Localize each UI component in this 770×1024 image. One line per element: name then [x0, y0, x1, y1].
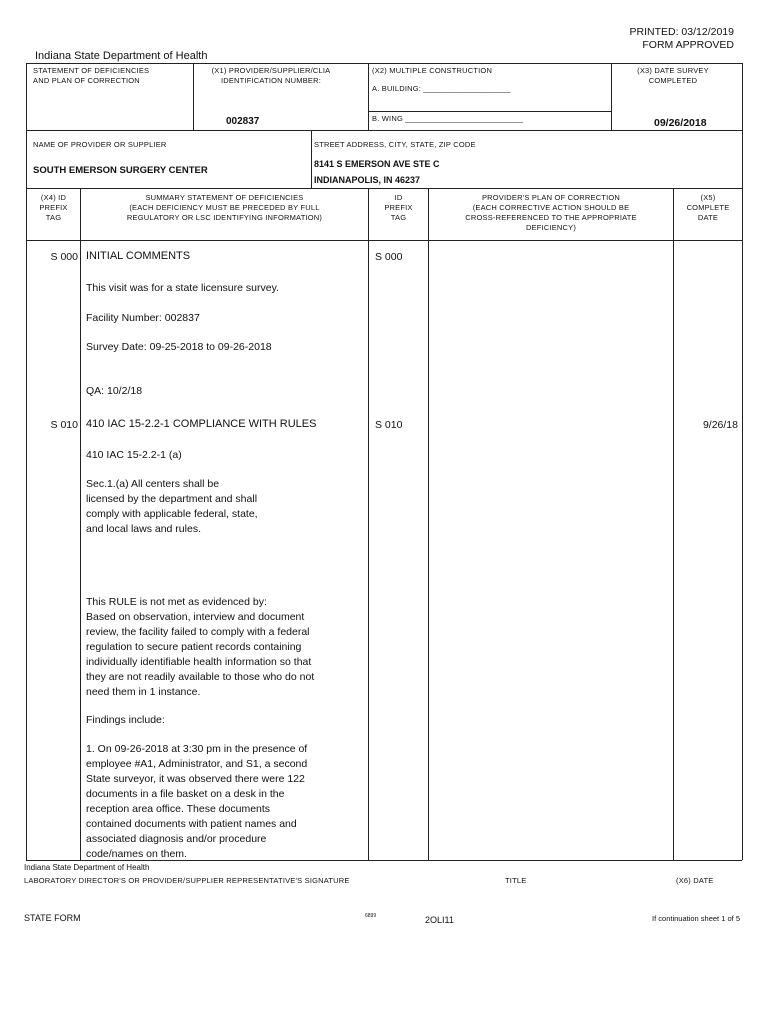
footer-agency: Indiana State Department of Health	[24, 863, 150, 872]
s010-complete-date: 9/26/18	[702, 419, 738, 431]
col-plan-header: PROVIDER'S PLAN OF CORRECTION (EACH CORRECTIVE ACTION SHOULD BE CROSS-REFERENCED TO THE APPROPRIATE DEFICIENCY)	[465, 193, 637, 232]
continuation-sheet: If continuation sheet 1 of 5	[652, 914, 740, 923]
wing-label: B. WING ___________________________	[372, 114, 524, 123]
title-label: TITLE	[505, 876, 527, 885]
survey-completed-date: 09/26/2018	[654, 117, 707, 129]
s010-text-2: Sec.1.(a) All centers shall be licensed by the department and shall comply with applicable federal, state, and local laws and rules.	[86, 478, 258, 535]
x3-label: (X3) DATE SURVEY COMPLETED	[637, 66, 709, 85]
provider-id: 002837	[226, 116, 260, 127]
printed-date: PRINTED: 03/12/2019	[629, 26, 734, 38]
s000-title: INITIAL COMMENTS	[86, 250, 191, 262]
x6-date-label: (X6) DATE	[676, 876, 714, 885]
col-id-header: ID PREFIX TAG	[384, 193, 413, 222]
provider-name: SOUTH EMERSON SURGERY CENTER	[33, 165, 208, 176]
col-x4-header: (X4) ID PREFIX TAG	[39, 193, 68, 222]
building-label: A. BUILDING: ____________________	[372, 84, 511, 93]
statement-label: STATEMENT OF DEFICIENCIES AND PLAN OF CORRECTION	[33, 66, 150, 85]
s000-text-4: QA: 10/2/18	[86, 385, 143, 397]
col-x5-header: (X5) COMPLETE DATE	[686, 193, 730, 222]
s010-text-4: Findings include:	[86, 714, 165, 726]
state-form-label: STATE FORM	[24, 913, 81, 923]
s010-text-1: 410 IAC 15-2.2-1 (a)	[86, 449, 182, 461]
address-line-1: 8141 S EMERSON AVE STE C	[314, 159, 440, 169]
event-id: 2OLI11	[425, 915, 454, 925]
form-code: 6899	[365, 913, 377, 919]
s000-id-tag: S 000	[375, 251, 403, 263]
s000-text-1: This visit was for a state licensure survey.	[86, 282, 279, 294]
col-summary-header: SUMMARY STATEMENT OF DEFICIENCIES (EACH DEFICIENCY MUST BE PRECEDED BY FULL REGULATORY OR LSC IDENTIFYING INFORMATION)	[126, 193, 323, 222]
x1-label: (X1) PROVIDER/SUPPLIER/CLIA IDENTIFICATION NUMBER:	[211, 66, 331, 85]
s000-text-2: Facility Number: 002837	[86, 312, 200, 324]
s010-text-3: This RULE is not met as evidenced by: Based on observation, interview and document review, the facility failed to comply with a federal regulation to secure patient records containing individually identifiable health information so that they are not readily available to those who do not need them in 1 instance.	[86, 596, 315, 698]
x2-label: (X2) MULTIPLE CONSTRUCTION	[372, 66, 493, 75]
address-label: STREET ADDRESS, CITY, STATE, ZIP CODE	[314, 140, 476, 149]
s010-text-5: 1. On 09-26-2018 at 3:30 pm in the presence of employee #A1, Administrator, and S1, a second State surveyor, it was observed there were 122 documents in a file basket on a desk in the reception area office. These documents contained documents with patient names and associated diagnosis and/or procedure code/names on them.	[86, 743, 308, 860]
signature-label: LABORATORY DIRECTOR'S OR PROVIDER/SUPPLIER REPRESENTATIVE'S SIGNATURE	[24, 876, 350, 885]
s000-tag: S 000	[50, 251, 78, 263]
address-line-2: INDIANAPOLIS, IN 46237	[314, 175, 421, 185]
provider-name-label: NAME OF PROVIDER OR SUPPLIER	[33, 140, 167, 149]
s010-id-tag: S 010	[375, 419, 403, 431]
s010-tag: S 010	[50, 419, 78, 431]
form-approved: FORM APPROVED	[642, 39, 734, 51]
agency-name: Indiana State Department of Health	[35, 50, 208, 62]
s010-title: 410 IAC 15-2.2-1 COMPLIANCE WITH RULES	[86, 418, 317, 430]
s000-text-3: Survey Date: 09-25-2018 to 09-26-2018	[86, 341, 272, 353]
